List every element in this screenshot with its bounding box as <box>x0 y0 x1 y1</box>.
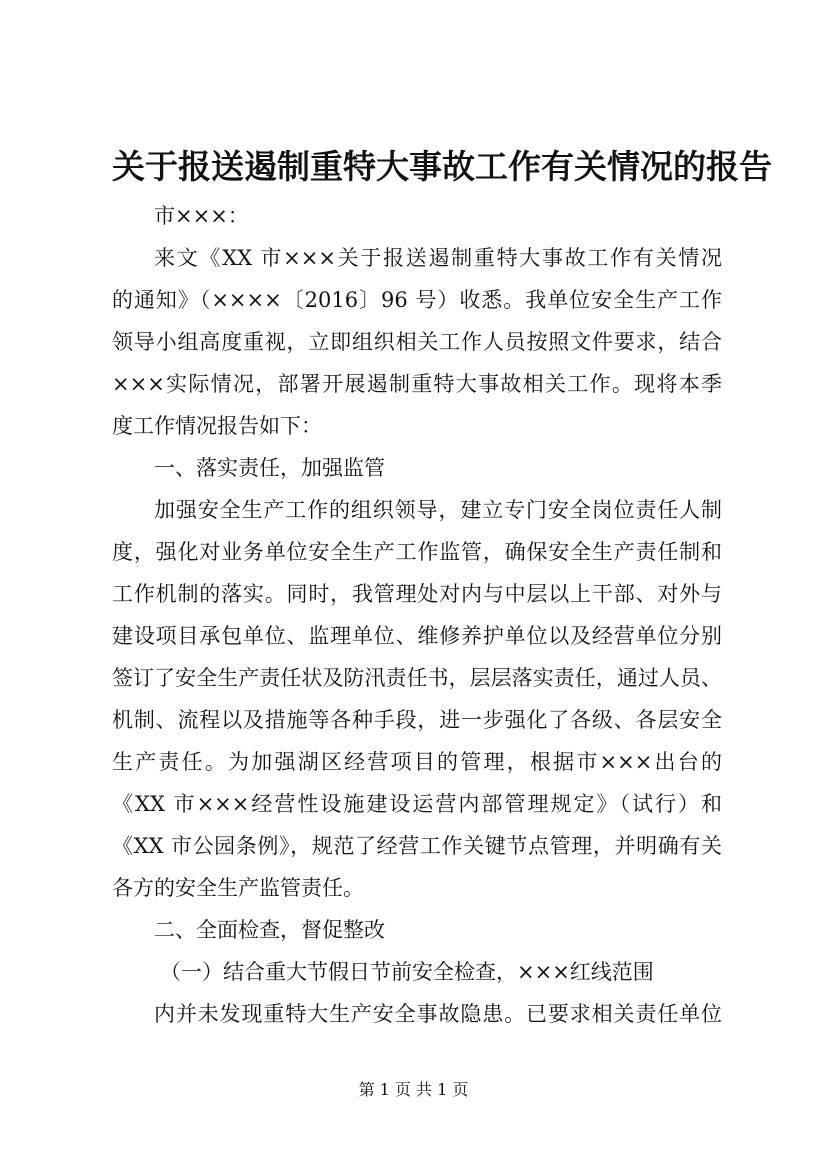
salutation-line: 市×××： <box>154 204 249 228</box>
body-line: ×××实际情况，部署开展遏制重特大事故相关工作。现将本季 <box>112 372 722 396</box>
body-line: 《XX 市公园条例》，规范了经营工作关键节点管理，并明确有关 <box>112 834 722 858</box>
body-line: 内并未发现重特大生产安全事故隐患。已要求相关责任单位 <box>154 1002 722 1026</box>
subsection-line: （一）结合重大节假日节前安全检查，×××红线范围 <box>160 960 654 984</box>
body-line: 加强安全生产工作的组织领导，建立专门安全岗位责任人制 <box>154 498 722 522</box>
body-line: 签订了安全生产责任状及防汛责任书，层层落实责任，通过人员、 <box>112 666 722 690</box>
document-title: 关于报送遏制重特大事故工作有关情况的报告 <box>112 147 772 186</box>
body-line: 机制、流程以及措施等各种手段，进一步强化了各级、各层安全 <box>112 708 722 732</box>
body-line: 的通知》（××××〔2016〕96 号）收悉。我单位安全生产工作 <box>112 288 722 312</box>
body-line: 建设项目承包单位、监理单位、维修养护单位以及经营单位分别 <box>112 624 722 648</box>
body-line: 工作机制的落实。同时，我管理处对内与中层以上干部、对外与 <box>112 582 722 606</box>
body-line: 来文《XX 市×××关于报送遏制重特大事故工作有关情况 <box>154 246 722 270</box>
section-heading: 二、全面检查，督促整改 <box>154 918 385 942</box>
body-line: 生产责任。为加强湖区经营项目的管理，根据市×××出台的 <box>112 750 722 774</box>
body-line: 《XX 市×××经营性设施建设运营内部管理规定》（试行）和 <box>112 792 722 816</box>
body-line: 度，强化对业务单位安全生产工作监管，确保安全生产责任制和 <box>112 540 722 564</box>
page-footer: 第 1 页 共 1 页 <box>358 1080 469 1099</box>
body-line: 各方的安全生产监管责任。 <box>112 876 364 900</box>
body-line: 度工作情况报告如下： <box>112 414 322 438</box>
body-line: 领导小组高度重视，立即组织相关工作人员按照文件要求，结合 <box>112 330 722 354</box>
section-heading: 一、落实责任，加强监管 <box>154 456 385 480</box>
